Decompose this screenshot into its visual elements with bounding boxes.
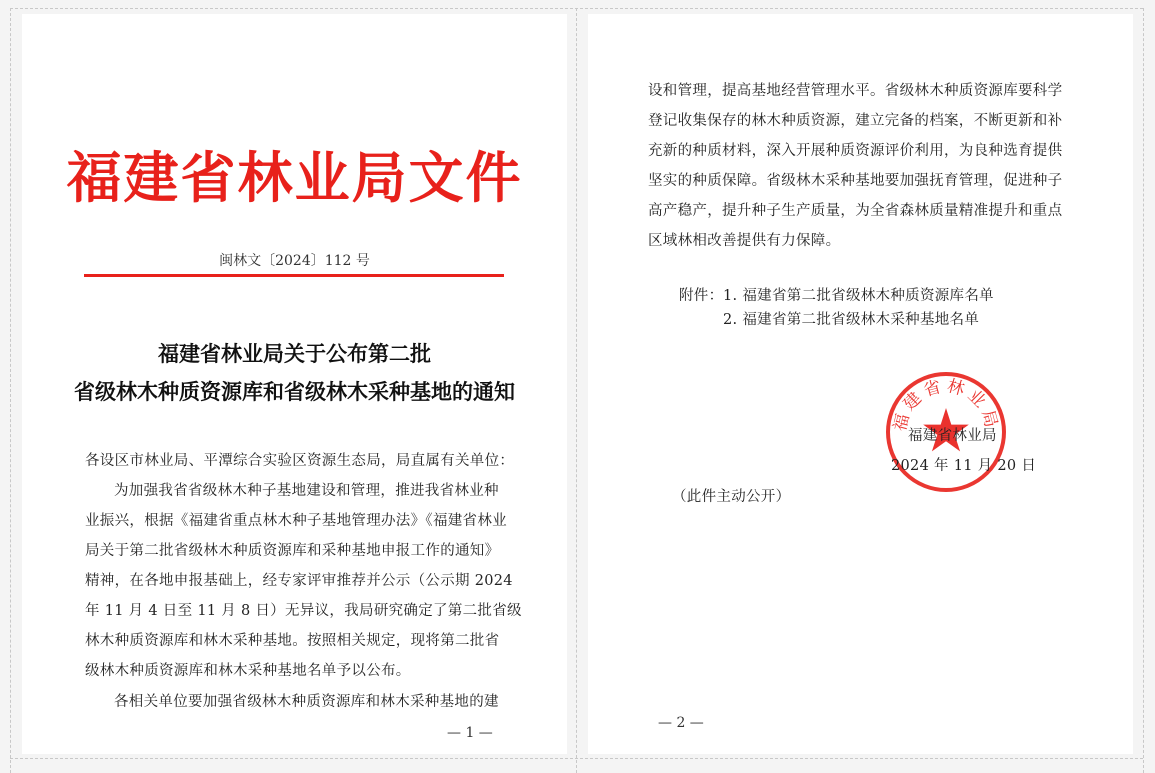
body-line: 坚实的种质保障。省级林木采种基地要加强抚育管理，促进种子 <box>648 173 1063 189</box>
body-line: 登记收集保存的林木种质资源，建立完备的档案，不断更新和补 <box>648 113 1063 129</box>
masthead-red-divider <box>84 274 504 277</box>
body-line: 区域林相改善提供有力保障。 <box>648 233 841 249</box>
body-line: 充新的种质材料，深入开展种质资源评价利用，为良种选育提供 <box>648 143 1063 159</box>
body-line: 精神，在各地申报基础上，经专家评审推荐并公示（公示期 2024 <box>85 573 513 589</box>
body-line: 年 11 月 4 日至 11 月 8 日）无异议，我局研究确定了第二批省级 <box>85 603 522 619</box>
attachment-item: 1. 福建省第二批省级林木种质资源库名单 <box>723 288 994 304</box>
page-number: — 1 — <box>447 725 493 741</box>
page-gutter-middle <box>576 8 577 773</box>
body-line: 为加强我省省级林木种子基地建设和管理，推进我省林业种 <box>114 483 499 499</box>
body-line: 局关于第二批省级林木种质资源库和采种基地申报工作的通知》 <box>85 543 500 559</box>
page-gutter-right <box>1143 8 1144 773</box>
body-line: 级林木种质资源库和林木采种基地名单予以公布。 <box>85 663 411 679</box>
issue-date: 2024 年 11 月 20 日 <box>891 458 1037 474</box>
signer-name: 福建省林业局 <box>908 428 997 444</box>
addressee-line: 各设区市林业局、平潭综合实验区资源生态局，局直属有关单位： <box>85 453 515 469</box>
page-gutter-bottom <box>10 758 1143 759</box>
page-gutter-top <box>10 8 1143 9</box>
attachment-label: 附件： <box>679 288 724 304</box>
document-page-2 <box>588 14 1133 754</box>
body-line: 高产稳产，提升种子生产质量，为全省森林质量精准提升和重点 <box>648 203 1063 219</box>
body-line: 业振兴，根据《福建省重点林木种子基地管理办法》《福建省林业 <box>85 513 507 529</box>
attachment-item: 2. 福建省第二批省级林木采种基地名单 <box>723 312 980 328</box>
public-disclosure-note: （此件主动公开） <box>672 489 791 505</box>
document-page-1 <box>22 14 567 754</box>
page-gutter-left <box>10 8 11 773</box>
document-title-line-2: 省级林木种质资源库和省级林木采种基地的通知 <box>74 379 515 404</box>
document-title-line-1: 福建省林业局关于公布第二批 <box>158 341 431 366</box>
body-line: 各相关单位要加强省级林木种质资源库和林木采种基地的建 <box>114 694 499 710</box>
body-line: 设和管理，提高基地经营管理水平。省级林木种质资源库要科学 <box>648 83 1063 99</box>
body-line: 林木种质资源库和林木采种基地。按照相关规定，现将第二批省 <box>85 633 500 649</box>
seal-text: 福建省林业局 <box>890 376 1002 434</box>
document-number: 闽林文〔2024〕112 号 <box>219 253 370 269</box>
page-number: — 2 — <box>658 715 704 731</box>
document-masthead: 福建省林业局文件 <box>66 145 523 210</box>
